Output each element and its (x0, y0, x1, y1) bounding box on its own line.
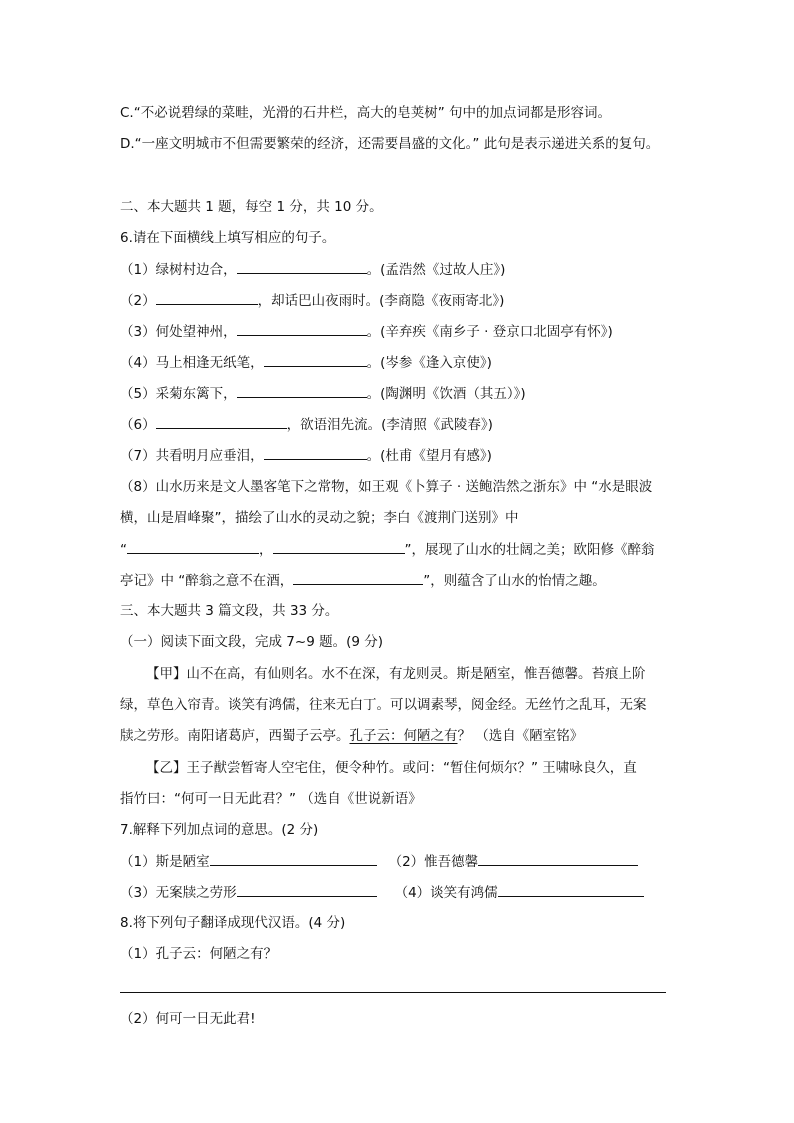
q6-item-2-pre: （2） (120, 293, 156, 309)
q6-item-8-line4-pre: 亭记》中 “醉翁之意不在酒， (120, 573, 294, 589)
q6-item-8-blank-a[interactable] (127, 539, 259, 554)
q6-item-1-blank[interactable] (237, 259, 367, 274)
q7-item-2-blank[interactable] (478, 851, 638, 866)
q6-item-4-blank[interactable] (264, 352, 367, 367)
option-c: C.“不必说碧绿的菜畦，光滑的石井栏，高大的皂荚树” 句中的加点词都是形容词。 (120, 105, 611, 121)
q6-item-4 (120, 352, 492, 373)
q6-item-5-blank[interactable] (237, 383, 367, 398)
q6-item-6-pre: （6） (120, 417, 156, 433)
q6-item-8-line3-post: ”，展现了山水的壮阔之美；欧阳修《醉翁 (404, 542, 655, 558)
passage-yi-line1: 【乙】王子猷尝暂寄人空宅住，便令种竹。或问：“暂住何烦尔？” 王啸咏良久，直 (146, 760, 637, 776)
q6-item-2 (120, 290, 504, 311)
q6-item-8-line1: （8）山水历来是文人墨客笔下之常物，如王观《卜算子 · 送鲍浩然之浙东》中 “水是眼波 (120, 479, 653, 495)
q8-answer-line-1[interactable] (120, 992, 666, 993)
q6-item-4-post: 。(岑参《逢入京使》) (366, 355, 492, 371)
passage-yi-line2: 指竹曰：“何可一日无此君？” （选自《世说新语》 (120, 791, 422, 807)
section2-header: 二、本大题共 1 题，每空 1 分，共 10 分。 (120, 199, 383, 215)
q6-item-8-line4-post: ”，则蕴含了山水的怡情之趣。 (423, 573, 606, 589)
q7-item-1: （1）斯是陋室 (120, 854, 210, 870)
option-d: D.“一座文明城市不但需要繁荣的经济，还需要昌盛的文化。” 此句是表示递进关系的复句。 (120, 136, 660, 152)
section3-sub1: （一）阅读下面文段，完成 7~9 题。(9 分) (120, 634, 383, 650)
q7-item-4: （4）谈笑有鸿儒 (394, 885, 498, 901)
q6-item-1-pre: （1）绿树村边合， (120, 262, 237, 278)
q8-sentence-2: （2）何可一日无此君! (120, 1011, 256, 1027)
q7-item-4-blank[interactable] (498, 882, 644, 897)
q8-title: 8.将下列句子翻译成现代汉语。(4 分) (120, 915, 346, 931)
q6-item-6 (120, 414, 493, 435)
q6-item-3-blank[interactable] (237, 321, 367, 336)
q6-item-3 (120, 321, 613, 342)
passage-jia-line1: 【甲】山不在高，有仙则名。水不在深，有龙则灵。斯是陋室，惟吾德馨。苔痕上阶 (146, 666, 646, 682)
q6-item-6-blank[interactable] (156, 414, 287, 429)
q6-item-7 (120, 445, 492, 466)
q7-item-3-blank[interactable] (237, 882, 377, 897)
q8-sentence-1: （1）孔子云：何陋之有？ (120, 946, 278, 962)
passage-jia-underlined-sentence: 孔子云：何陋之有 (349, 728, 458, 744)
q6-item-8-line2: 横，山是眉峰聚”，描绘了山水的灵动之貌；李白《渡荆门送别》中 (120, 510, 519, 526)
passage-jia-line3-pre: 牍之劳形。南阳诸葛庐，西蜀子云亭。 (120, 728, 350, 744)
q6-item-1 (120, 259, 505, 280)
q7-title: 7.解释下列加点词的意思。(2 分) (120, 822, 319, 838)
passage-jia-line3 (120, 726, 583, 746)
q6-item-8-blank-b[interactable] (273, 539, 405, 554)
q6-item-5 (120, 383, 526, 404)
q7-row-1 (120, 851, 638, 872)
q6-item-8-line3 (120, 539, 655, 560)
q7-item-3: （3）无案牍之劳形 (120, 885, 237, 901)
q7-item-1-blank[interactable] (210, 851, 377, 866)
q6-item-8-open-quote: “ (120, 542, 127, 558)
q6-item-7-post: 。(杜甫《望月有感》) (366, 448, 492, 464)
q6-item-8-sep: ， (259, 542, 273, 558)
q6-item-8-blank-c[interactable] (293, 570, 423, 585)
q6-item-2-blank[interactable] (156, 290, 258, 305)
q6-item-5-pre: （5）采菊东篱下， (120, 386, 237, 402)
passage-jia-line2: 绿，草色入帘青。谈笑有鸿儒，往来无白丁。可以调素琴，阅金经。无丝竹之乱耳，无案 (120, 697, 647, 713)
q6-item-1-post: 。(孟浩然《过故人庄》) (366, 262, 506, 278)
passage-jia-line3-post: ？ （选自《陋室铭》 (457, 728, 584, 744)
q6-item-3-pre: （3）何处望神州， (120, 324, 237, 340)
q6-item-3-post: 。(辛弃疾《南乡子 · 登京口北固亭有怀》) (366, 324, 613, 340)
q6-item-2-post: ，却话巴山夜雨时。(李商隐《夜雨寄北》) (257, 293, 505, 309)
q6-item-6-post: ，欲语泪先流。(李清照《武陵春》) (286, 417, 493, 433)
q6-item-8-line4 (120, 570, 606, 591)
q6-item-4-pre: （4）马上相逢无纸笔， (120, 355, 264, 371)
section3-header: 三、本大题共 3 篇文段，共 33 分。 (120, 603, 339, 619)
q6-title: 6.请在下面横线上填写相应的句子。 (120, 230, 336, 246)
q7-row-2 (120, 882, 644, 903)
q6-item-7-blank[interactable] (264, 445, 367, 460)
q6-item-7-pre: （7）共看明月应垂泪， (120, 448, 264, 464)
q6-item-5-post: 。(陶渊明《饮酒（其五）》) (366, 386, 526, 402)
q7-item-2: （2）惟吾德馨 (388, 854, 479, 870)
